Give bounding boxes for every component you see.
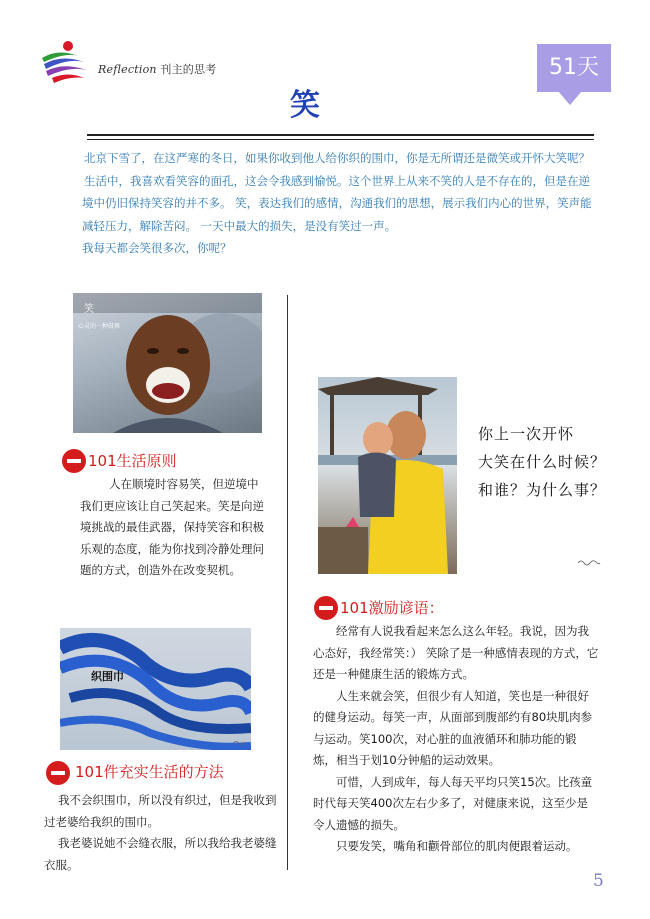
day-badge: 51天 [537,44,611,92]
section-title-fulfilling-life: 101件充实生活的方法 [75,763,224,781]
body-paragraph: 可惜，人到成年，每人每天平均只笑15次。比孩童时代每天笑400次左右少多了，对健康来说，这至少是令人遗憾的损失。 [313,774,593,832]
column-divider [287,295,288,870]
photo-caption: 织围巾 [91,670,124,683]
section-body-motivational-proverb [313,621,599,858]
day-badge-pointer [558,91,582,105]
body-paragraph: 我不会织围巾，所以没有织过，但是我收到过老婆给我织的围巾。 [44,793,277,829]
handwritten-signature [577,558,601,568]
section-body-fulfilling-life [44,790,284,876]
body-paragraph: 人生来就会笑，但很少有人知道，笑也是一种很好的健身运动。每笑一声，从面部到腹部约有80块肌肉参与运动。笑100次，对心脏的血液循环和肺功能的锻炼，相当于划10分钟船的运动效果。 [313,688,593,767]
photo-signature [232,739,246,747]
photo-subcaption: 心灵的一种鼓舞 [78,323,121,330]
no-entry-icon [62,449,86,473]
intro-paragraph: 我每天都会笑很多次，你呢？ [82,241,232,255]
section-body-life-principle [80,474,269,582]
section-title-life-principle: 101生活原则 [88,452,177,470]
page-title: 笑 [290,88,320,123]
knitted-scarf-photo [60,628,251,750]
handwritten-question [478,420,608,504]
photo-caption: 笑 [84,304,94,315]
intro-paragraph: 北京下雪了，在这严寒的冬日，如果你收到他人给你织的围巾，你是无所谓还是微笑或开怀大笑呢？ [84,151,590,165]
title-rule-thick [87,134,594,136]
body-paragraph: 人在顺境时容易笑，但逆境中我们更应该让自己笑起来。笑是向逆境挑战的最佳武器，保持笑容和积极乐观的态度，能为你找到冷静处理问题的方式，创造外在改变契机。 [80,477,264,577]
intro-text [82,147,594,260]
magazine-logo [38,40,90,86]
section-title-motivational-proverb: 101激励谚语： [340,599,444,617]
no-entry-icon [46,761,70,785]
body-paragraph: 我老婆说她不会缝衣服，所以我给我老婆缝衣服。 [44,836,277,872]
quote-line: 大笑在什么时候？ [478,453,607,471]
page-number: 5 [593,871,604,891]
body-paragraph: 只要发笑，嘴角和颧骨部位的肌肉便跟着运动。 [336,839,578,853]
father-and-child-photo [318,377,457,574]
quote-line: 和谁？为什么事？ [478,481,607,499]
masthead-en: Reflection [98,63,157,76]
masthead-cn: 刊主的思考 [160,63,217,76]
quote-line: 你上一次开怀 [478,425,575,443]
body-paragraph: 经常有人说我看起来怎么这么年轻。我说，因为我心态好，我经常笑：） 笑除了是一种感情表现的方式，它还是一种健康生活的锻炼方式。 [313,624,599,681]
laughing-child-photo [73,293,262,433]
title-rule-thin [87,139,594,140]
no-entry-icon [314,596,338,620]
masthead [98,61,216,77]
intro-paragraph: 生活中，我喜欢看笑容的面孔，这会令我感到愉悦。这个世界上从来不笑的人是不存在的，但是在逆境中仍旧保持笑容的并不多。 笑，表达我们的感情，沟通我们的思想，展示我们内心的世界，笑声能减轻压力，解除苦闷。 一天中最大的损失，是没有笑过一声。 [82,173,592,233]
